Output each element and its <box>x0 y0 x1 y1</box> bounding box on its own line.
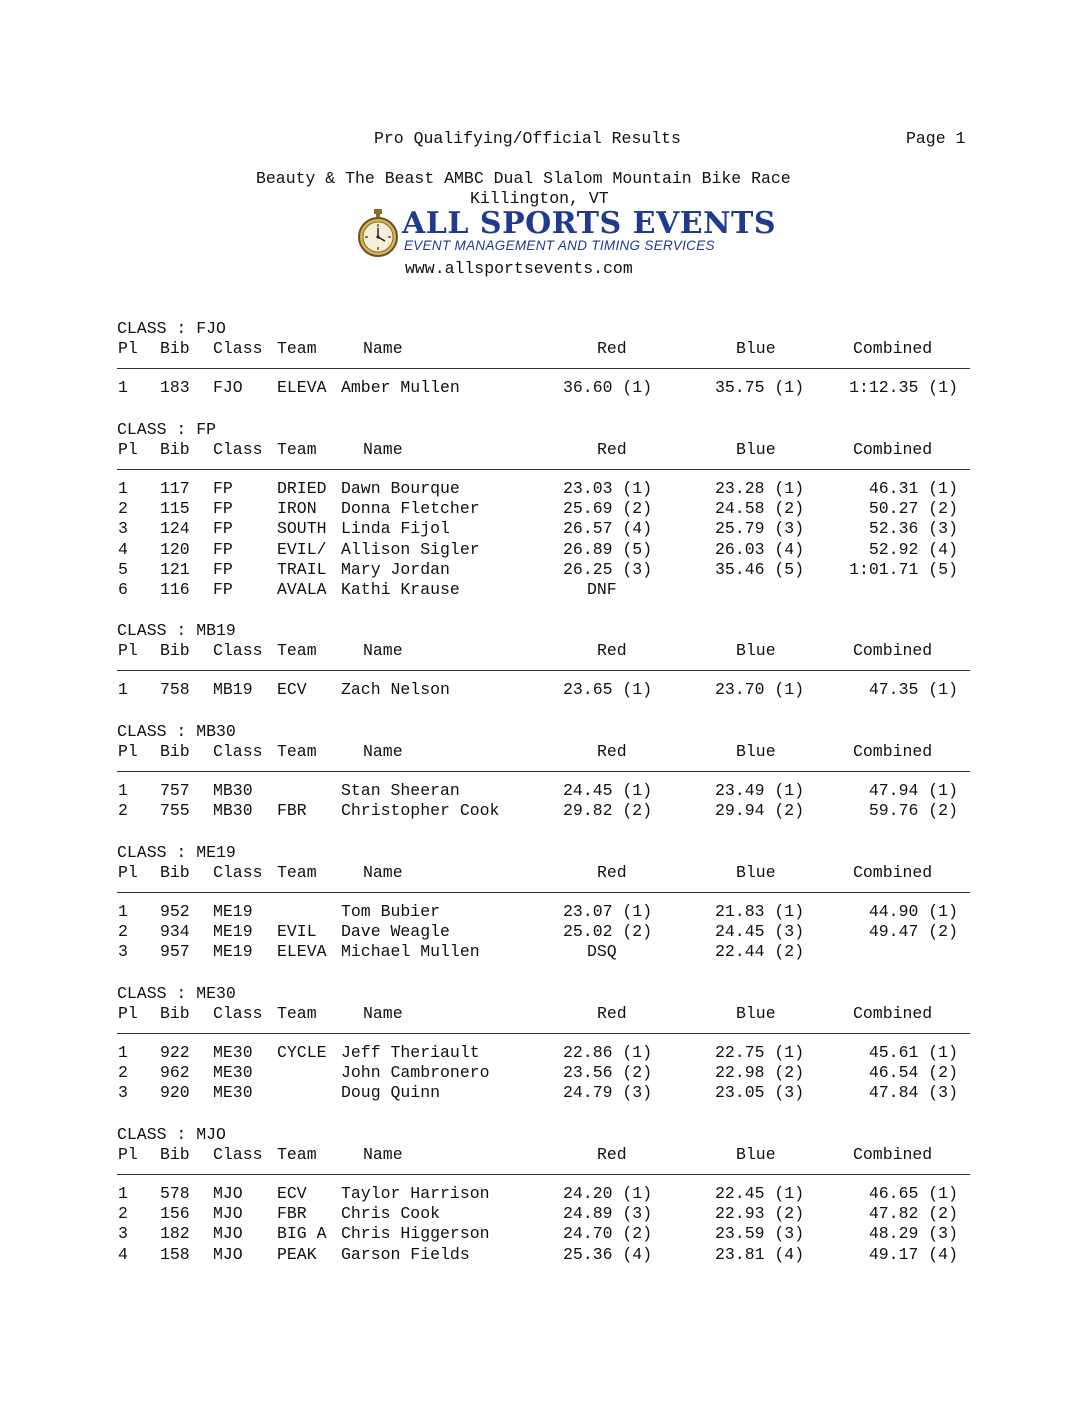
cell-comb: 46.65 (1) <box>868 1184 958 1203</box>
cell-team: IRON <box>277 499 317 519</box>
column-header-blue: Blue <box>736 1145 776 1164</box>
cell-name: Jeff Theriault <box>341 1043 480 1062</box>
cell-red: 29.82 (2) <box>563 801 653 821</box>
cell-pl: 3 <box>118 519 128 539</box>
cell-bib: 116 <box>160 580 190 599</box>
column-header-class: Class <box>213 1004 263 1023</box>
cell-bib: 124 <box>160 519 190 539</box>
cell-red: 26.25 (3) <box>563 559 653 579</box>
cell-comb: 49.17 (4) <box>868 1244 958 1264</box>
column-header-combined: Combined <box>853 742 933 761</box>
column-header-team: Team <box>277 742 317 761</box>
column-header-class: Class <box>213 742 263 761</box>
cell-pl: 2 <box>118 1063 128 1083</box>
cell-cls: MB30 <box>213 781 253 800</box>
column-header-team: Team <box>277 1004 317 1023</box>
cell-name: Tom Bubier <box>341 902 441 921</box>
table-row <box>0 922 1088 942</box>
class-label: CLASS : FJO <box>117 319 226 338</box>
cell-cls: FP <box>213 479 233 498</box>
cell-name: Linda Fijol <box>341 519 450 539</box>
cell-name: Amber Mullen <box>341 378 460 397</box>
column-header-combined: Combined <box>853 1145 933 1164</box>
table-row <box>0 1224 1088 1244</box>
logo <box>356 206 777 260</box>
table-row <box>0 560 1088 580</box>
cell-comb: 49.47 (2) <box>868 922 958 942</box>
cell-team: FBR <box>277 801 307 821</box>
cell-red: 24.70 (2) <box>563 1224 653 1244</box>
column-header-red: Red <box>597 863 627 882</box>
cell-team: AVALA <box>277 580 327 599</box>
cell-name: Allison Sigler <box>341 539 480 559</box>
cell-comb: 47.82 (2) <box>868 1204 958 1224</box>
cell-red: 22.86 (1) <box>563 1043 653 1062</box>
column-header-red: Red <box>597 1145 627 1164</box>
table-row <box>0 902 1088 922</box>
column-header-red: Red <box>597 440 627 459</box>
cell-pl: 4 <box>118 1244 128 1264</box>
table-row <box>0 1063 1088 1083</box>
cell-name: Dawn Bourque <box>341 479 460 498</box>
cell-team: EVIL/ <box>277 539 327 559</box>
cell-red: 25.69 (2) <box>563 499 653 519</box>
cell-name: Doug Quinn <box>341 1083 441 1103</box>
cell-bib: 920 <box>160 1083 190 1103</box>
cell-team: SOUTH <box>277 519 327 539</box>
cell-cls: FP <box>213 539 233 559</box>
cell-red: 36.60 (1) <box>563 378 653 397</box>
cell-name: Dave Weagle <box>341 922 450 942</box>
cell-blue: 25.79 (3) <box>715 519 805 539</box>
cell-comb: 48.29 (3) <box>868 1224 958 1244</box>
cell-cls: MJO <box>213 1184 243 1203</box>
cell-pl: 3 <box>118 1224 128 1244</box>
cell-pl: 1 <box>118 1043 128 1062</box>
column-header-pl: Pl <box>118 1004 138 1023</box>
cell-cls: MJO <box>213 1244 243 1264</box>
cell-cls: ME30 <box>213 1083 253 1103</box>
cell-name: Garson Fields <box>341 1244 470 1264</box>
cell-blue: 23.49 (1) <box>715 781 805 800</box>
cell-name: John Cambronero <box>341 1063 490 1083</box>
header-divider <box>117 1174 970 1175</box>
cell-name: Kathi Krause <box>341 580 460 599</box>
event-location: Killington, VT <box>470 189 609 208</box>
cell-bib: 183 <box>160 378 190 397</box>
column-header-class: Class <box>213 440 263 459</box>
column-header-pl: Pl <box>118 641 138 660</box>
column-header-combined: Combined <box>853 641 933 660</box>
cell-team: BIG A <box>277 1224 327 1244</box>
cell-name: Chris Cook <box>341 1204 441 1224</box>
cell-comb: 59.76 (2) <box>868 801 958 821</box>
header-divider <box>117 892 970 893</box>
column-header-pl: Pl <box>118 863 138 882</box>
cell-red: 25.36 (4) <box>563 1244 653 1264</box>
cell-pl: 1 <box>118 680 128 699</box>
cell-team: TRAIL <box>277 559 327 579</box>
table-row <box>0 1204 1088 1224</box>
cell-cls: MJO <box>213 1224 243 1244</box>
cell-name: Zach Nelson <box>341 680 450 699</box>
table-row <box>0 499 1088 519</box>
cell-blue: 24.58 (2) <box>715 499 805 519</box>
cell-blue: 22.45 (1) <box>715 1184 805 1203</box>
cell-cls: ME30 <box>213 1063 253 1083</box>
status-flag: DNF <box>587 580 617 599</box>
table-row <box>0 1083 1088 1103</box>
cell-cls: ME30 <box>213 1043 253 1062</box>
cell-name: Taylor Harrison <box>341 1184 490 1203</box>
column-header-blue: Blue <box>736 641 776 660</box>
cell-blue: 22.98 (2) <box>715 1063 805 1083</box>
column-header-team: Team <box>277 863 317 882</box>
column-header-red: Red <box>597 641 627 660</box>
cell-team: ELEVA <box>277 942 327 962</box>
cell-pl: 1 <box>118 902 128 921</box>
cell-red: 26.89 (5) <box>563 539 653 559</box>
column-header-bib: Bib <box>160 863 190 882</box>
column-header-bib: Bib <box>160 440 190 459</box>
column-header-bib: Bib <box>160 339 190 358</box>
class-label: CLASS : ME19 <box>117 843 236 862</box>
column-header-pl: Pl <box>118 440 138 459</box>
column-header-red: Red <box>597 339 627 358</box>
cell-comb: 52.36 (3) <box>868 519 958 539</box>
table-row <box>0 580 1088 600</box>
cell-cls: ME19 <box>213 942 253 962</box>
cell-cls: FP <box>213 580 233 599</box>
cell-pl: 3 <box>118 1083 128 1103</box>
column-header-team: Team <box>277 641 317 660</box>
column-header-name: Name <box>363 863 403 882</box>
class-label: CLASS : MJO <box>117 1125 226 1144</box>
column-header-name: Name <box>363 339 403 358</box>
cell-blue: 29.94 (2) <box>715 801 805 821</box>
class-label: CLASS : ME30 <box>117 984 236 1003</box>
table-row <box>0 378 1088 398</box>
page-number: Page 1 <box>906 129 966 148</box>
table-row <box>0 1245 1088 1265</box>
cell-blue: 23.81 (4) <box>715 1244 805 1264</box>
column-header-class: Class <box>213 641 263 660</box>
cell-cls: FJO <box>213 378 243 397</box>
cell-team: ECV <box>277 1184 307 1203</box>
cell-comb: 52.92 (4) <box>868 539 958 559</box>
cell-team: ELEVA <box>277 378 327 397</box>
column-header-name: Name <box>363 1145 403 1164</box>
column-header-bib: Bib <box>160 742 190 761</box>
cell-red: 23.56 (2) <box>563 1063 653 1083</box>
table-row <box>0 519 1088 539</box>
table-row <box>0 801 1088 821</box>
cell-blue: 22.75 (1) <box>715 1043 805 1062</box>
cell-red: 23.03 (1) <box>563 479 653 498</box>
cell-blue: 23.05 (3) <box>715 1083 805 1103</box>
cell-blue: 21.83 (1) <box>715 902 805 921</box>
cell-team: ECV <box>277 680 307 699</box>
cell-comb: 47.84 (3) <box>868 1083 958 1103</box>
cell-team: PEAK <box>277 1244 317 1264</box>
status-flag: DSQ <box>587 942 617 962</box>
cell-pl: 2 <box>118 1204 128 1224</box>
cell-cls: ME19 <box>213 902 253 921</box>
column-header-class: Class <box>213 1145 263 1164</box>
cell-red: 24.89 (3) <box>563 1204 653 1224</box>
cell-comb: 44.90 (1) <box>868 902 958 921</box>
cell-comb: 47.94 (1) <box>868 781 958 800</box>
table-row <box>0 942 1088 962</box>
column-header-blue: Blue <box>736 440 776 459</box>
logo-tagline: EVENT MANAGEMENT AND TIMING SERVICES <box>404 238 715 253</box>
cell-blue: 23.28 (1) <box>715 479 805 498</box>
cell-bib: 120 <box>160 539 190 559</box>
cell-comb: 50.27 (2) <box>868 499 958 519</box>
column-header-bib: Bib <box>160 1004 190 1023</box>
column-header-name: Name <box>363 440 403 459</box>
cell-cls: MB30 <box>213 801 253 821</box>
column-header-combined: Combined <box>853 440 933 459</box>
column-header-name: Name <box>363 641 403 660</box>
cell-pl: 1 <box>118 378 128 397</box>
column-header-blue: Blue <box>736 863 776 882</box>
cell-red: 24.20 (1) <box>563 1184 653 1203</box>
column-header-bib: Bib <box>160 1145 190 1164</box>
cell-pl: 2 <box>118 499 128 519</box>
cell-red: 24.45 (1) <box>563 781 653 800</box>
cell-blue: 24.45 (3) <box>715 922 805 942</box>
cell-blue: 23.70 (1) <box>715 680 805 699</box>
cell-bib: 182 <box>160 1224 190 1244</box>
cell-pl: 5 <box>118 559 128 579</box>
column-header-team: Team <box>277 339 317 358</box>
cell-blue: 35.75 (1) <box>715 378 805 397</box>
class-label: CLASS : MB30 <box>117 722 236 741</box>
cell-blue: 35.46 (5) <box>715 559 805 579</box>
table-row <box>0 540 1088 560</box>
column-header-red: Red <box>597 1004 627 1023</box>
cell-cls: FP <box>213 499 233 519</box>
table-row <box>0 479 1088 499</box>
cell-blue: 22.93 (2) <box>715 1204 805 1224</box>
cell-bib: 117 <box>160 479 190 498</box>
cell-cls: FP <box>213 519 233 539</box>
cell-red: 23.07 (1) <box>563 902 653 921</box>
cell-red: 24.79 (3) <box>563 1083 653 1103</box>
cell-pl: 1 <box>118 781 128 800</box>
cell-name: Stan Sheeran <box>341 781 460 800</box>
cell-pl: 2 <box>118 922 128 942</box>
cell-cls: MJO <box>213 1204 243 1224</box>
cell-bib: 952 <box>160 902 190 921</box>
cell-bib: 158 <box>160 1244 190 1264</box>
cell-team: DRIED <box>277 479 327 498</box>
column-header-bib: Bib <box>160 641 190 660</box>
cell-comb: 47.35 (1) <box>868 680 958 699</box>
column-header-class: Class <box>213 339 263 358</box>
column-header-pl: Pl <box>118 742 138 761</box>
header-divider <box>117 368 970 369</box>
cell-name: Donna Fletcher <box>341 499 480 519</box>
column-header-class: Class <box>213 863 263 882</box>
logo-wordmark: ALL SPORTS EVENTS <box>402 206 777 241</box>
cell-pl: 1 <box>118 1184 128 1203</box>
column-header-combined: Combined <box>853 1004 933 1023</box>
cell-bib: 121 <box>160 559 190 579</box>
header-divider <box>117 469 970 470</box>
cell-name: Michael Mullen <box>341 942 480 962</box>
column-header-name: Name <box>363 1004 403 1023</box>
class-label: CLASS : MB19 <box>117 621 236 640</box>
cell-bib: 758 <box>160 680 190 699</box>
header-divider <box>117 1033 970 1034</box>
column-header-name: Name <box>363 742 403 761</box>
cell-cls: MB19 <box>213 680 253 699</box>
cell-cls: FP <box>213 559 233 579</box>
cell-name: Christopher Cook <box>341 801 500 821</box>
cell-red: 23.65 (1) <box>563 680 653 699</box>
cell-comb: 1:01.71 (5) <box>849 559 958 579</box>
header-divider <box>117 670 970 671</box>
column-header-red: Red <box>597 742 627 761</box>
cell-blue: 26.03 (4) <box>715 539 805 559</box>
cell-cls: ME19 <box>213 922 253 942</box>
class-label: CLASS : FP <box>117 420 217 439</box>
column-header-team: Team <box>277 1145 317 1164</box>
cell-pl: 1 <box>118 479 128 498</box>
cell-bib: 922 <box>160 1043 190 1062</box>
cell-bib: 934 <box>160 922 190 942</box>
cell-bib: 962 <box>160 1063 190 1083</box>
cell-team: EVIL <box>277 922 317 942</box>
table-row <box>0 781 1088 801</box>
event-name: Beauty & The Beast AMBC Dual Slalom Mountain Bike Race <box>256 169 791 188</box>
cell-name: Mary Jordan <box>341 559 450 579</box>
cell-bib: 156 <box>160 1204 190 1224</box>
cell-comb: 45.61 (1) <box>868 1043 958 1062</box>
column-header-pl: Pl <box>118 1145 138 1164</box>
cell-pl: 2 <box>118 801 128 821</box>
cell-team: CYCLE <box>277 1043 327 1062</box>
cell-bib: 578 <box>160 1184 190 1203</box>
page-title: Pro Qualifying/Official Results <box>374 129 681 148</box>
website-link[interactable]: www.allsportsevents.com <box>405 259 633 278</box>
cell-comb: 46.31 (1) <box>868 479 958 498</box>
table-row <box>0 1184 1088 1204</box>
column-header-pl: Pl <box>118 339 138 358</box>
table-row <box>0 680 1088 700</box>
column-header-blue: Blue <box>736 339 776 358</box>
cell-red: 26.57 (4) <box>563 519 653 539</box>
stopwatch-icon <box>356 208 400 258</box>
cell-pl: 6 <box>118 580 128 599</box>
cell-blue: 23.59 (3) <box>715 1224 805 1244</box>
table-row <box>0 1043 1088 1063</box>
cell-red: 25.02 (2) <box>563 922 653 942</box>
cell-team: FBR <box>277 1204 307 1224</box>
cell-pl: 3 <box>118 942 128 962</box>
column-header-team: Team <box>277 440 317 459</box>
cell-bib: 757 <box>160 781 190 800</box>
column-header-blue: Blue <box>736 742 776 761</box>
cell-pl: 4 <box>118 539 128 559</box>
cell-bib: 755 <box>160 801 190 821</box>
cell-bib: 115 <box>160 499 190 519</box>
column-header-blue: Blue <box>736 1004 776 1023</box>
cell-comb: 46.54 (2) <box>868 1063 958 1083</box>
header-divider <box>117 771 970 772</box>
column-header-combined: Combined <box>853 339 933 358</box>
cell-blue: 22.44 (2) <box>715 942 805 962</box>
cell-name: Chris Higgerson <box>341 1224 490 1244</box>
cell-bib: 957 <box>160 942 190 962</box>
cell-comb: 1:12.35 (1) <box>849 378 958 397</box>
column-header-combined: Combined <box>853 863 933 882</box>
